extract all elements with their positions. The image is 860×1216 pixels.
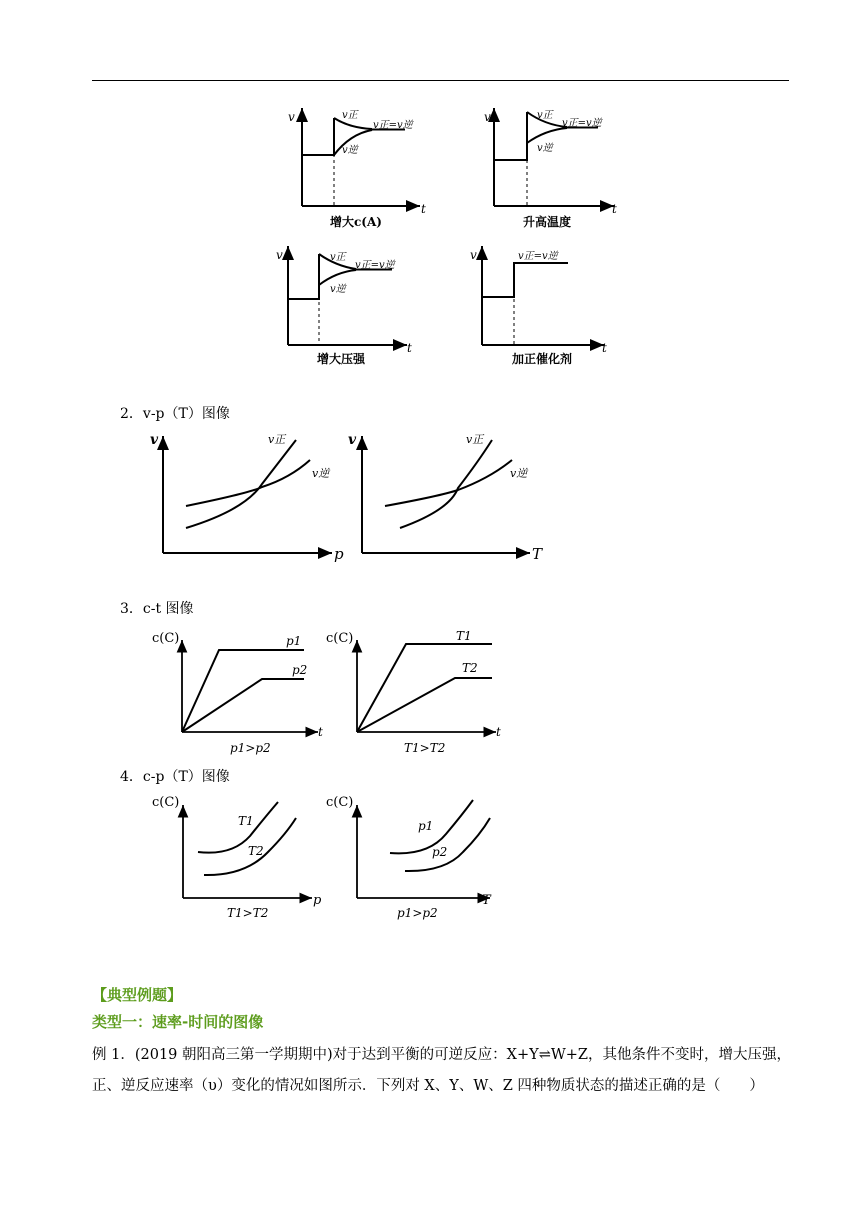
ct2-caption: T1>T2 <box>404 741 446 755</box>
section-3-title: 3．c-t 图像 <box>120 601 194 617</box>
ct2-ylabel: c(C) <box>326 631 354 646</box>
cp-graph-temperature <box>326 795 492 920</box>
vp2-curve2: v逆 <box>510 467 528 480</box>
vt2-ylabel: v <box>484 110 491 124</box>
ct1-ylabel: c(C) <box>152 631 180 646</box>
vt2-final: v正=v逆 <box>562 118 602 129</box>
vp1-xlabel: p <box>334 545 344 563</box>
vt3-caption: 增大压强 <box>317 352 366 366</box>
ct2-upper: T1 <box>456 629 472 643</box>
vt4-final: v正=v逆 <box>518 251 558 262</box>
ct-graph-pressure <box>152 631 323 755</box>
vt3-ylabel: v <box>276 248 283 262</box>
cp2-lower: p2 <box>432 845 448 859</box>
ct1-caption: p1>p2 <box>230 741 271 755</box>
vt-graph-positive-catalyst <box>470 246 607 366</box>
vt1-final: v正=v逆 <box>373 120 413 131</box>
ct1-upper: p1 <box>286 634 302 648</box>
cp2-xlabel: T <box>482 893 491 908</box>
vp2-curve1: v正 <box>466 433 484 446</box>
cp1-caption: T1>T2 <box>227 906 269 920</box>
vt1-lower: v逆 <box>342 145 358 156</box>
cp1-xlabel: p <box>313 893 322 908</box>
type1-heading: 类型一：速率-时间的图像 <box>92 1013 264 1031</box>
vt4-xlabel: t <box>602 341 607 355</box>
ct2-xlabel: t <box>496 725 501 739</box>
cp2-ylabel: c(C) <box>326 795 354 810</box>
vt3-upper: v正 <box>330 252 346 263</box>
vt-graph-increase-cA <box>288 108 426 229</box>
vt2-lower: v逆 <box>537 143 553 154</box>
section-2-title: 2．v-p（T）图像 <box>120 406 230 422</box>
cp1-upper: T1 <box>238 814 254 828</box>
vt2-xlabel: t <box>612 202 617 216</box>
vp1-curve1: v正 <box>268 433 286 446</box>
cp1-ylabel: c(C) <box>152 795 180 810</box>
vt-graph-raise-temperature <box>484 108 617 229</box>
cp1-lower: T2 <box>248 844 264 858</box>
vt2-caption: 升高温度 <box>523 215 572 229</box>
vt4-caption: 加正催化剂 <box>512 352 573 366</box>
vt4-ylabel: v <box>470 248 477 262</box>
example-1-text <box>92 1040 792 1102</box>
example-1-line-2: 正、逆反应速率（υ）变化的情况如图所示．下列对 X、Y、W、Z 四种物质状态的描述正确的是（ ） <box>92 1078 764 1094</box>
vt1-xlabel: t <box>421 202 426 216</box>
vp-graph-temperature <box>348 432 543 563</box>
cp2-caption: p1>p2 <box>397 906 438 920</box>
ct-graph-temperature <box>326 629 501 755</box>
ct2-lower: T2 <box>462 661 478 675</box>
examples-heading: 【典型例题】 <box>92 986 183 1004</box>
section-4-title: 4．c-p（T）图像 <box>120 769 230 785</box>
cp-graph-pressure <box>152 795 322 920</box>
vp2-xlabel: T <box>532 545 543 563</box>
ct1-xlabel: t <box>318 725 323 739</box>
example-1-line-1: 例 1．(2019 朝阳高三第一学期期中)对于达到平衡的可逆反应：X+Y⇌W+Z，其他条件不变时，增大压强， <box>92 1047 791 1063</box>
ct1-lower: p2 <box>292 663 308 677</box>
vt-graph-increase-pressure <box>276 246 412 366</box>
vt3-final: v正=v逆 <box>355 260 395 271</box>
vt1-caption: 增大c(A) <box>330 215 382 229</box>
vp1-ylabel: v <box>150 432 159 448</box>
vp1-curve2: v逆 <box>312 467 330 480</box>
vp2-ylabel: v <box>348 432 357 448</box>
vt1-ylabel: v <box>288 110 295 124</box>
vp-graph-pressure <box>150 432 344 563</box>
cp2-upper: p1 <box>418 819 434 833</box>
vt2-upper: v正 <box>537 110 553 121</box>
vt3-xlabel: t <box>407 341 412 355</box>
vt1-upper: v正 <box>342 110 358 121</box>
vt3-lower: v逆 <box>330 284 346 295</box>
